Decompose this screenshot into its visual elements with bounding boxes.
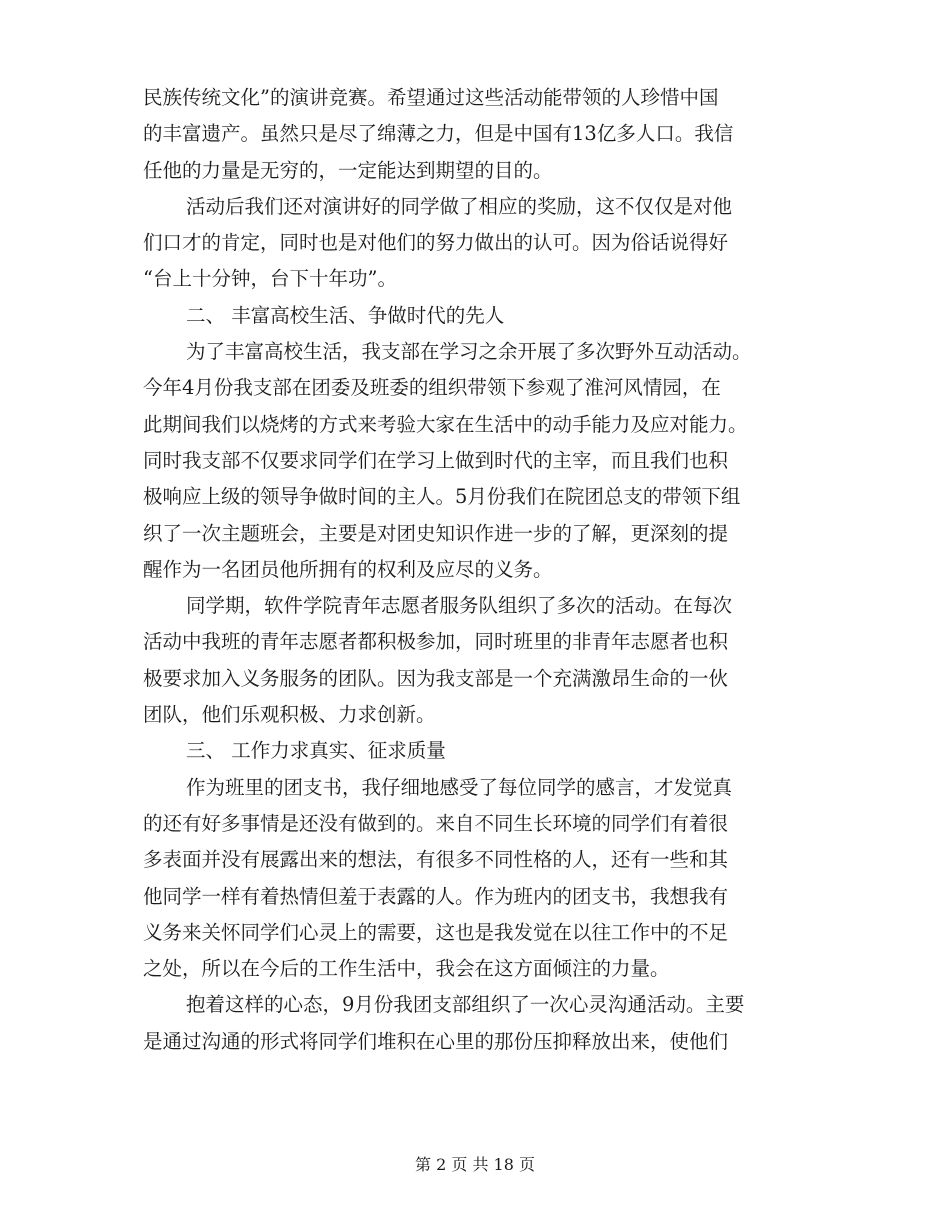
text-line: 义务来关怀同学们心灵上的需要，这也是我发觉在以往工作中的不足 xyxy=(143,920,729,944)
text-line: 此期间我们以烧烤的方式来考验大家在生活中的动手能力及应对能力。 xyxy=(143,412,748,436)
text-line: 极响应上级的领导争做时间的主人。5月份我们在院团总支的带领下组 xyxy=(143,485,741,509)
text-line: 三、 工作力求真实、征求质量 xyxy=(186,739,446,763)
text-line: 任他的力量是无穷的，一定能达到期望的目的。 xyxy=(143,158,553,182)
text-line: 的还有好多事情是还没有做到的。来自不同生长环境的同学们有着很 xyxy=(143,811,729,835)
text-line: 同学期，软件学院青年志愿者服务队组织了多次的活动。在每次 xyxy=(186,594,733,618)
text-line: 他同学一样有着热情但羞于表露的人。作为班内的团支书，我想我有 xyxy=(143,884,729,908)
text-line: 团队，他们乐观积极、力求创新。 xyxy=(143,703,436,727)
page-footer: 第 2 页 共 18 页 xyxy=(415,1155,535,1174)
text-line: 民族传统文化”的演讲竞赛。希望通过这些活动能带领的人珍惜中国 xyxy=(143,86,719,109)
text-line: 织了一次主题班会，主要是对团史知识作进一步的了解，更深刻的提 xyxy=(143,521,729,545)
text-line: “台上十分钟，台下十年功”。 xyxy=(143,267,397,291)
text-line: 为了丰富高校生活，我支部在学习之余开展了多次野外互动活动。 xyxy=(186,340,752,364)
document-body xyxy=(143,80,803,1060)
text-line: 作为班里的团支书，我仔细地感受了每位同学的感言，才发觉真 xyxy=(186,775,733,799)
text-line: 的丰富遗产。虽然只是尽了绵薄之力，但是中国有13亿多人口。我信 xyxy=(143,122,734,146)
text-line: 二、 丰富高校生活、争做时代的先人 xyxy=(186,303,505,327)
text-line: 今年4月份我支部在团委及班委的组织带领下参观了淮河风情园，在 xyxy=(143,376,721,400)
text-line: 极要求加入义务服务的团队。因为我支部是一个充满激昂生命的一伙 xyxy=(143,666,729,690)
text-line: 活动后我们还对演讲好的同学做了相应的奖励，这不仅仅是对他 xyxy=(186,194,733,218)
text-line: 醒作为一名团员他所拥有的权利及应尽的义务。 xyxy=(143,557,553,581)
text-line: 同时我支部不仅要求同学们在学习上做到时代的主宰，而且我们也积 xyxy=(143,448,729,472)
text-line: 多表面并没有展露出来的想法，有很多不同性格的人，还有一些和其 xyxy=(143,848,729,872)
text-line: 抱着这样的心态，9月份我团支部组织了一次心灵沟通活动。主要 xyxy=(186,993,745,1017)
text-line: 活动中我班的青年志愿者都积极参加，同时班里的非青年志愿者也积 xyxy=(143,630,729,654)
text-line: 是通过沟通的形式将同学们堆积在心里的那份压抑释放出来，使他们 xyxy=(143,1029,729,1053)
text-line: 之处，所以在今后的工作生活中，我会在这方面倾注的力量。 xyxy=(143,957,670,981)
text-line: 们口才的肯定，同时也是对他们的努力做出的认可。因为俗话说得好 xyxy=(143,231,729,255)
